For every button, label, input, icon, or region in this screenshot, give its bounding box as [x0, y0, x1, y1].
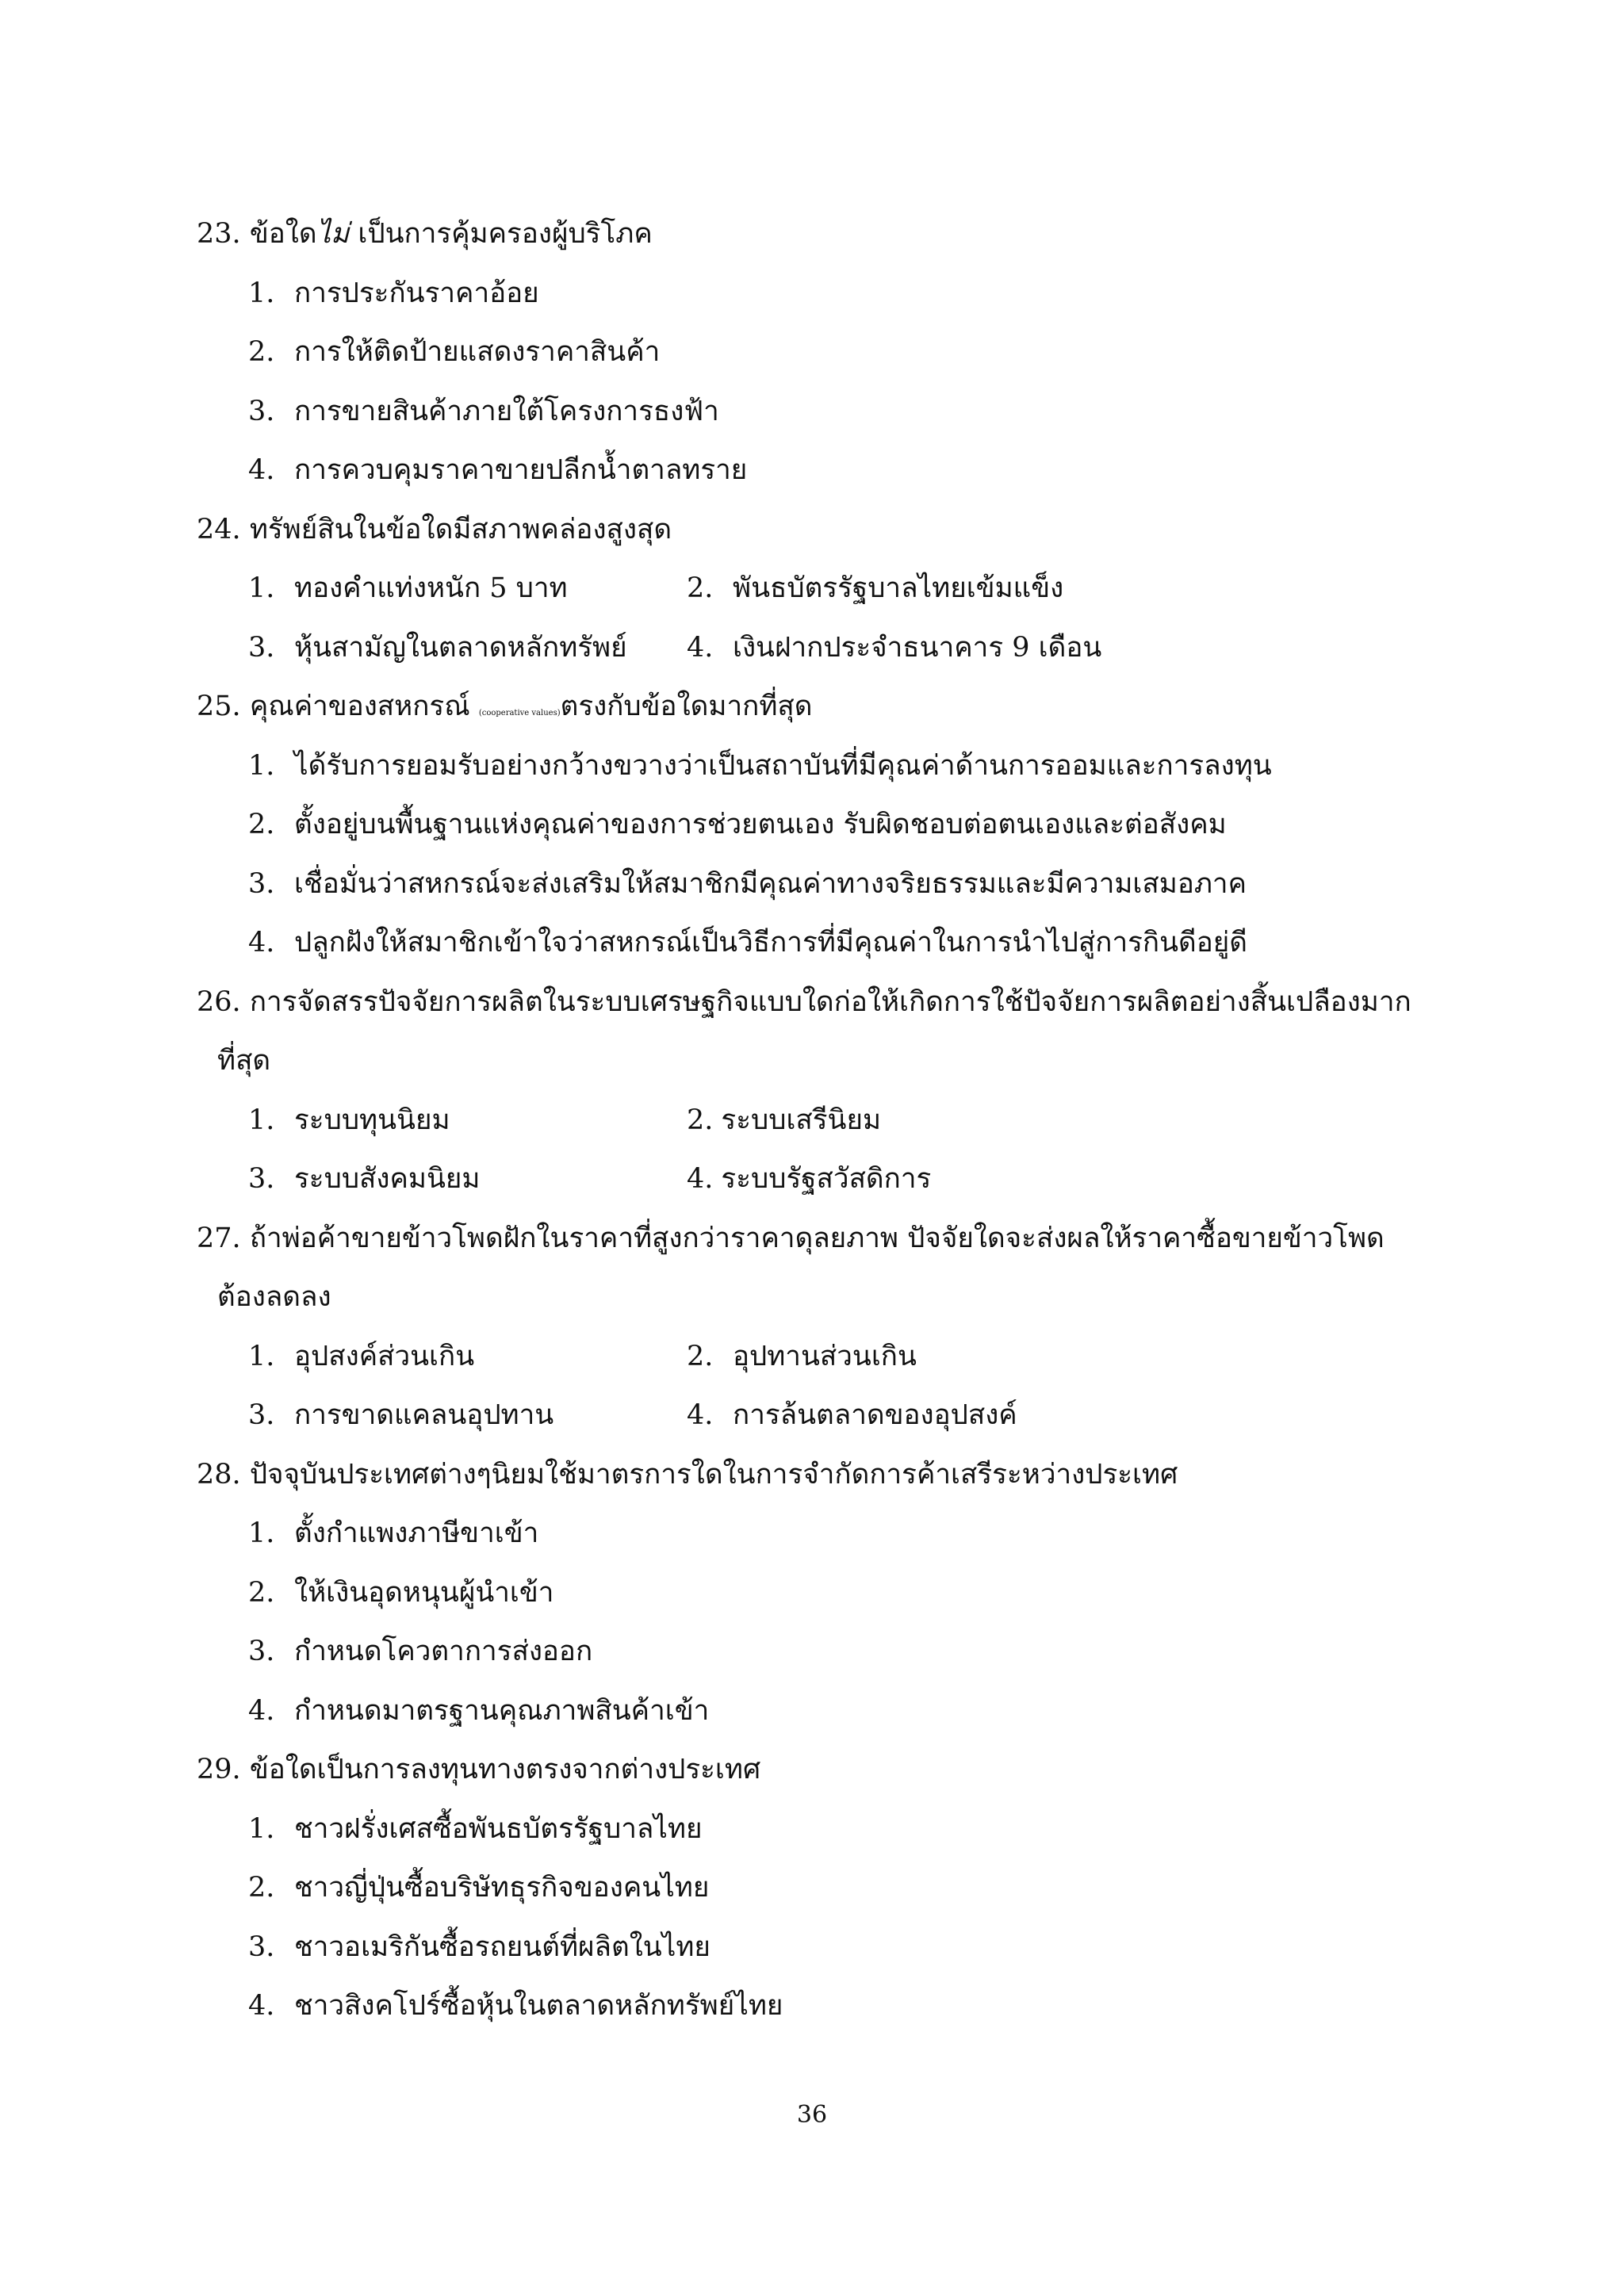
- option-25-2: [197, 795, 1465, 855]
- question-text: ปัจจุบันประเทศต่างๆนิยมใช้มาตรการใดในการจำกัดการค้าเสรีระหว่างประเทศ: [249, 1458, 1178, 1490]
- option-label: กำหนดมาตรฐานคุณภาพสินค้าเข้า: [294, 1694, 710, 1727]
- option-27-1: [248, 1327, 474, 1387]
- question-annotation: (cooperative values): [478, 709, 561, 718]
- question-list: [197, 205, 1465, 2036]
- question-number: 24.: [197, 513, 241, 545]
- option-label: ระบบทุนนิยม: [294, 1104, 450, 1136]
- option-number: 1.: [248, 1104, 275, 1136]
- option-number: 4.: [687, 1399, 714, 1431]
- option-label: การขาดแคลนอุปทาน: [294, 1399, 554, 1431]
- option-29-4: [197, 1976, 1465, 2036]
- option-number: 4.: [687, 631, 714, 664]
- option-29-1: [197, 1800, 1465, 1859]
- option-24-1: [248, 559, 568, 618]
- question-number: 25.: [197, 691, 241, 722]
- option-label: อุปทานส่วนเกิน: [733, 1340, 917, 1372]
- option-label: เงินฝากประจำธนาคาร 9 เดือน: [733, 631, 1102, 664]
- option-25-3: [197, 855, 1465, 914]
- option-number: 2.: [248, 809, 275, 840]
- option-label: ชาวฝรั่งเศสซื้อพันธบัตรรัฐบาลไทย: [294, 1812, 703, 1845]
- question-text-suffix: ตรงกับข้อใดมากที่สุด: [560, 691, 813, 722]
- option-26-2: [687, 1091, 881, 1150]
- option-number: 3.: [248, 867, 275, 900]
- option-23-1: [197, 264, 1465, 323]
- option-number: 3.: [248, 1399, 275, 1431]
- question-text: [250, 691, 813, 722]
- option-label: ตั้งกำแพงภาษีขาเข้า: [294, 1517, 539, 1549]
- question-text: ทรัพย์สินในข้อใดมีสภาพคล่องสูงสุด: [249, 513, 672, 545]
- option-number: 3.: [248, 1636, 275, 1667]
- option-number: 2.: [687, 572, 714, 604]
- option-row-24-b: [197, 618, 1465, 678]
- option-number: 1.: [248, 1340, 275, 1372]
- option-29-2: [197, 1858, 1465, 1918]
- option-row-27-b: [197, 1386, 1465, 1445]
- option-label: หุ้นสามัญในตลาดหลักทรัพย์: [294, 631, 627, 664]
- question-27: [197, 1209, 1465, 1269]
- question-text-prefix: ข้อใด: [249, 218, 317, 250]
- question-text-prefix: คุณค่าของสหกรณ์: [249, 691, 479, 722]
- option-27-4: [687, 1386, 1017, 1445]
- question-text: ข้อใดเป็นการลงทุนทางตรงจากต่างประเทศ: [249, 1754, 761, 1785]
- option-number: 1.: [248, 277, 275, 309]
- option-number: 3.: [248, 1931, 275, 1963]
- option-number: 2.: [248, 1576, 275, 1609]
- option-number: 1.: [248, 749, 275, 782]
- option-label: การให้ติดป้ายแสดงราคาสินค้า: [294, 336, 661, 368]
- question-25: [197, 677, 1465, 737]
- option-label: กำหนดโควตาการส่งออก: [294, 1636, 593, 1667]
- option-number: 1.: [248, 572, 275, 604]
- question-number: 27.: [197, 1222, 241, 1254]
- question-number: 29.: [197, 1754, 241, 1785]
- question-number: 26.: [197, 985, 241, 1018]
- option-25-1: [197, 737, 1465, 796]
- option-number: 2.: [248, 1872, 275, 1904]
- option-label: การล้นตลาดของอุปสงค์: [733, 1399, 1017, 1431]
- question-29: [197, 1740, 1465, 1800]
- option-label: ตั้งอยู่บนพื้นฐานแห่งคุณค่าของการช่วยตนเอง รับผิดชอบต่อตนเองและต่อสังคม: [294, 809, 1227, 840]
- option-label: การประกันราคาอ้อย: [294, 277, 539, 309]
- question-emphasis: ไม่: [316, 218, 350, 250]
- option-26-4: [687, 1150, 931, 1209]
- option-27-3: [248, 1386, 553, 1445]
- question-text-suffix: เป็นการคุ้มครองผู้บริโภค: [349, 218, 653, 250]
- option-26-1: [248, 1091, 450, 1150]
- option-number: 4.: [248, 454, 275, 486]
- option-label: ปลูกฝังให้สมาชิกเข้าใจว่าสหกรณ์เป็นวิธีการที่มีคุณค่าในการนำไปสู่การกินดีอยู่ดี: [294, 927, 1248, 959]
- option-26-3: [248, 1150, 480, 1209]
- question-text: ถ้าพ่อค้าขายข้าวโพดฝักในราคาที่สูงกว่าราคาดุลยภาพ ปัจจัยใดจะส่งผลให้ราคาซื้อขายข้าวโพด: [249, 1222, 1385, 1254]
- option-label: อุปสงค์ส่วนเกิน: [294, 1340, 475, 1372]
- option-23-3: [197, 382, 1465, 442]
- option-label: การขายสินค้าภายใต้โครงการธงฟ้า: [294, 395, 719, 427]
- option-24-3: [248, 618, 627, 678]
- option-number: 3.: [248, 395, 275, 427]
- option-label: ทองคำแท่งหนัก 5 บาท: [294, 572, 568, 604]
- option-24-4: [687, 618, 1101, 678]
- option-number: 3.: [248, 631, 275, 664]
- option-label: พันธบัตรรัฐบาลไทยเข้มแข็ง: [733, 572, 1064, 604]
- option-28-3: [197, 1622, 1465, 1682]
- question-26: [197, 973, 1465, 1032]
- option-label: ระบบสังคมนิยม: [294, 1163, 481, 1195]
- question-text: [250, 218, 653, 250]
- option-24-2: [687, 559, 1063, 618]
- option-28-2: [197, 1563, 1465, 1623]
- option-23-4: [197, 441, 1465, 500]
- option-number: 2.: [248, 336, 275, 368]
- option-label: เชื่อมั่นว่าสหกรณ์จะส่งเสริมให้สมาชิกมีคุณค่าทางจริยธรรมและมีความเสมอภาค: [294, 867, 1247, 900]
- question-number: 28.: [197, 1458, 241, 1490]
- option-29-3: [197, 1918, 1465, 1977]
- option-25-4: [197, 913, 1465, 973]
- question-24: [197, 500, 1465, 560]
- option-23-2: [197, 323, 1465, 382]
- option-label: ระบบรัฐสวัสดิการ: [721, 1163, 932, 1195]
- option-label: ให้เงินอุดหนุนผู้นำเข้า: [294, 1576, 554, 1609]
- option-28-4: [197, 1682, 1465, 1741]
- question-text: การจัดสรรปัจจัยการผลิตในระบบเศรษฐกิจแบบใดก่อให้เกิดการใช้ปัจจัยการผลิตอย่างสิ้นเปลืองมาก: [249, 985, 1411, 1018]
- option-28-1: [197, 1504, 1465, 1563]
- option-number: 3.: [248, 1163, 275, 1195]
- option-label: การควบคุมราคาขายปลีกน้ำตาลทราย: [294, 454, 748, 486]
- option-row-26-a: [197, 1091, 1465, 1150]
- option-number: 2.: [687, 1104, 714, 1136]
- option-number: 1.: [248, 1517, 275, 1549]
- question-23: [197, 205, 1465, 264]
- option-row-27-a: [197, 1327, 1465, 1387]
- option-label: ได้รับการยอมรับอย่างกว้างขวางว่าเป็นสถาบันที่มีคุณค่าด้านการออมและการลงทุน: [294, 749, 1272, 782]
- question-28: [197, 1445, 1465, 1505]
- option-number: 4.: [248, 927, 275, 959]
- option-label: ระบบเสรีนิยม: [721, 1104, 882, 1136]
- option-label: ชาวอเมริกันซื้อรถยนต์ที่ผลิตในไทย: [294, 1931, 710, 1963]
- option-label: ชาวสิงคโปร์ซื้อหุ้นในตลาดหลักทรัพย์ไทย: [294, 1990, 783, 2022]
- option-number: 4.: [687, 1163, 714, 1195]
- page-number: 36: [796, 2101, 828, 2129]
- option-row-24-a: [197, 559, 1465, 618]
- option-number: 1.: [248, 1812, 275, 1845]
- question-26-continuation: ที่สุด: [217, 1045, 271, 1077]
- option-number: 4.: [248, 1990, 275, 2022]
- option-label: ชาวญี่ปุ่นซื้อบริษัทธุรกิจของคนไทย: [294, 1872, 710, 1904]
- question-27-continuation: ต้องลดลง: [217, 1281, 331, 1313]
- option-27-2: [687, 1327, 917, 1387]
- option-row-26-b: [197, 1150, 1465, 1209]
- question-number: 23.: [197, 218, 241, 250]
- option-number: 2.: [687, 1340, 714, 1372]
- option-number: 4.: [248, 1694, 275, 1727]
